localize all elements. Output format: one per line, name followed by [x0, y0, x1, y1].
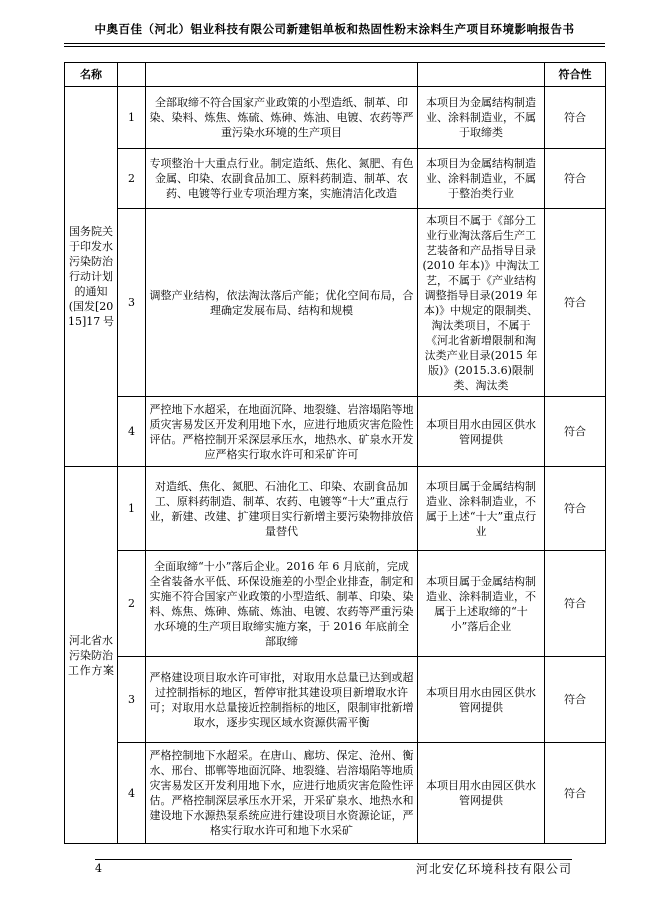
- document-header-title: 中奥百佳（河北）铝业科技有限公司新建铝单板和热固性粉末涂料生产项目环境影响报告书: [64, 21, 605, 47]
- row-number-cell: 2: [118, 149, 146, 209]
- table-row: [65, 657, 606, 743]
- section-name-cell: 河北省水污染防治工作方案: [65, 467, 118, 844]
- conformity-cell: 符合: [545, 467, 606, 551]
- analysis-cell: 本项目不属于《部分工业行业淘汰落后生产工艺装备和产品指导目录(2010 年本)》中淘汰工艺，不属于《产业结构调整指导目录(2019 年本)》中规定的限制类、淘汰类项目，不属于《河北省新增限制和淘汰类产业目录(2015 年版)》(2015.3.6)限制类、淘汰类: [418, 209, 545, 397]
- footer-company-name: 河北安亿环境科技有限公司: [415, 862, 572, 876]
- row-number-cell: 1: [118, 467, 146, 551]
- conformity-cell: 符合: [545, 149, 606, 209]
- requirement-cell: 全部取缔不符合国家产业政策的小型造纸、制革、印染、染料、炼焦、炼硫、炼砷、炼油、电镀、农药等严重污染水环境的生产项目: [146, 87, 418, 149]
- row-number-cell: 2: [118, 551, 146, 657]
- header-empty-cell-1: [118, 63, 146, 87]
- conformity-cell: 符合: [545, 551, 606, 657]
- requirement-cell: 严格建设项目取水许可审批，对取用水总量已达到或超过控制指标的地区，暂停审批其建设项目新增取水许可；对取用水总量接近控制指标的地区，限制审批新增取水，逐步实现区域水资源供需平衡: [146, 657, 418, 743]
- requirement-cell: 全面取缔“十小”落后企业。2016 年 6 月底前，完成全省装备水平低、环保设施差的小型企业排查，制定和实施不符合国家产业政策的小型造纸、制革、印染、染料、炼焦、炼砷、炼硫、炼油、电镀、农药等严重污染水环境的生产项目取缔实施方案，于 2016 年底前全部取缔: [146, 551, 418, 657]
- row-number-cell: 4: [118, 743, 146, 844]
- analysis-cell: 本项目属于金属结构制造业、涂料制造业，不属于上述“十大”重点行业: [418, 467, 545, 551]
- conformity-cell: 符合: [545, 87, 606, 149]
- header-name-cell: 名称: [65, 63, 118, 87]
- table-row: [65, 397, 606, 467]
- analysis-cell: 本项目属于金属结构制造业、涂料制造业，不属于上述取缔的“十小”落后企业: [418, 551, 545, 657]
- conformity-cell: 符合: [545, 657, 606, 743]
- table-row: [65, 149, 606, 209]
- header-conformity-cell: 符合性: [545, 63, 606, 87]
- conformity-cell: 符合: [545, 209, 606, 397]
- requirement-cell: 调整产业结构，依法淘汰落后产能；优化空间布局，合理确定发展布局、结构和规模: [146, 209, 418, 397]
- table-row: [65, 209, 606, 397]
- requirement-cell: 严控地下水超采，在地面沉降、地裂缝、岩溶塌陷等地质灾害易发区开发利用地下水，应进行地质灾害危险性评估。严格控制开采深层承压水，地热水、矿泉水开发应严格实行取水许可和采矿许可: [146, 397, 418, 467]
- conformity-cell: 符合: [545, 397, 606, 467]
- row-number-cell: 3: [118, 209, 146, 397]
- section-name-cell: 国务院关于印发水污染防治行动计划的通知(国发[2015]17号: [65, 87, 118, 467]
- table-row: [65, 87, 606, 149]
- analysis-cell: 本项目用水由园区供水管网提供: [418, 397, 545, 467]
- requirement-cell: 专项整治十大重点行业。制定造纸、焦化、氮肥、有色金属、印染、农副食品加工、原料药制造、制革、农药、电镀等行业专项治理方案，实施清洁化改造: [146, 149, 418, 209]
- analysis-cell: 本项目用水由园区供水管网提供: [418, 743, 545, 844]
- page-number: 4: [95, 862, 102, 875]
- header-empty-cell-2: [146, 63, 418, 87]
- row-number-cell: 3: [118, 657, 146, 743]
- conformity-cell: 符合: [545, 743, 606, 844]
- table-row: [65, 743, 606, 844]
- row-number-cell: 1: [118, 87, 146, 149]
- analysis-cell: 本项目用水由园区供水管网提供: [418, 657, 545, 743]
- row-number-cell: 4: [118, 397, 146, 467]
- table-row: [65, 467, 606, 551]
- compliance-table: [64, 62, 606, 844]
- header-empty-cell-3: [418, 63, 545, 87]
- analysis-cell: 本项目为金属结构制造业、涂料制造业，不属于取缔类: [418, 87, 545, 149]
- requirement-cell: 严格控制地下水超采。在唐山、廊坊、保定、沧州、衡水、邢台、邯郸等地面沉降、地裂缝、岩溶塌陷等地质灾害易发区开发利用地下水，应进行地质灾害危险性评估。严格控制深层承压水开采，开采矿泉水、地热水和建设地下水源热泵系统应进行建设项目水资源论证，严格实行取水许可和地下水采矿: [146, 743, 418, 844]
- table-header-row: [65, 63, 606, 87]
- requirement-cell: 对造纸、焦化、氮肥、石油化工、印染、农副食品加工、原料药制造、制革、农药、电镀等“十大”重点行业，新建、改建、扩建项目实行新增主要污染物排放倍量替代: [146, 467, 418, 551]
- analysis-cell: 本项目为金属结构制造业、涂料制造业，不属于整治类行业: [418, 149, 545, 209]
- page-footer: [95, 859, 572, 876]
- table-row: [65, 551, 606, 657]
